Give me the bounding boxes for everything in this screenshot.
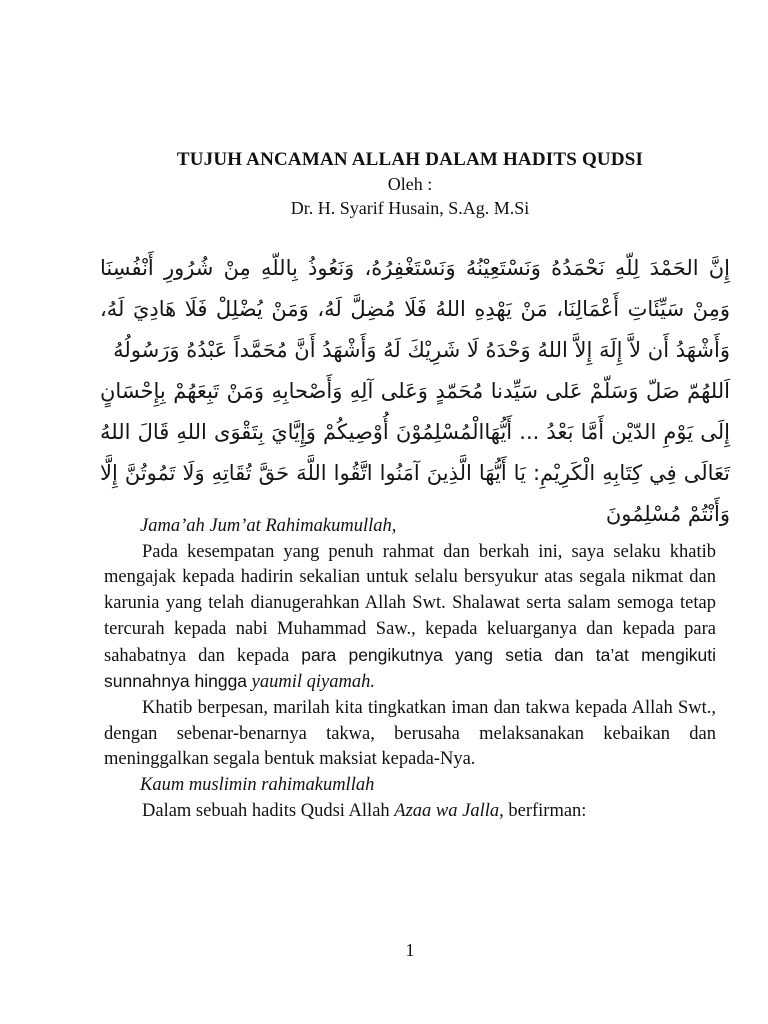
arabic-paragraph-1: إِنَّ الحَمْدَ لِلّهِ نَحْمَدُهُ وَنَسْتَعِيْنُهُ وَنَسْتَغْفِرُهُ، وَنَعُوذُ بِاللّهِ مِنْ شُرُورِ أَنْفُسِنَا وَمِنْ سَيِّئَاتِ أَعْمَالِنَا، مَنْ يَهْدِهِ اللهُ فَلَا مُضِلَّ لَهُ، وَمَنْ يُضْلِلْ فَلَا هَادِيَ لَهُ، وَأَشْهَدُ أَن لاَّ إِلَهَ إِلاَّ اللهُ وَحْدَهُ لَا شَرِيْكَ لَهُ وَأَشْهَدُ أَنَّ مُحَمَّداً عَبْدُهُ وَرَسُولُهُ: [100, 256, 730, 362]
paragraph-3-end: berfirman:: [508, 800, 587, 821]
paragraph-1: [104, 540, 716, 696]
author-name: Dr. H. Syarif Husain, S.Ag. M.Si: [290, 198, 530, 218]
address-line: Kaum muslimin rahimakumllah: [140, 775, 375, 796]
title-block: [0, 148, 768, 220]
arabic-opening-text: [100, 248, 730, 535]
document-title: TUJUH ANCAMAN ALLAH DALAM HADITS QUDSI: [176, 149, 644, 170]
greeting-line: Jama’ah Jum’at Rahimakumullah,: [140, 516, 397, 536]
byline-label: Oleh :: [387, 174, 433, 194]
paragraph-1-italic-text: yaumil qiyamah.: [251, 672, 375, 693]
paragraph-1-text: Pada kesempatan yang penuh rahmat dan berkah ini, saya selaku khatib mengajak kepada hadirin sekalian untuk selalu bersyukur atas segala nikmat dan karunia yang telah dianugerahkan Allah Swt. Shalawat serta salam semoga tetap tercurah kepada nabi Muhammad Saw., kepada keluarganya dan kepada para sahabatnya dan kepada: [104, 541, 716, 666]
paragraph-3-start: Dalam sebuah hadits Qudsi Allah: [142, 800, 390, 821]
page-number: 1: [405, 940, 415, 960]
arabic-paragraph-2: اَللهُمّ صَلّ وَسَلّمْ عَلى سَيِّدنا مُحَمّدٍ وَعَلى آلِهِ وَأَصْحابِهِ وَمَنْ تَبِعَهُمْ بِإِحْسَانٍ إِلَى يَوْمِ الدّيْن أَمَّا بَعْدُ ... أَيُّهَاالْمُسْلِمُوْنَ أُوْصِيكُمْ وَإِيَّايَ بِتَقْوَى اللهِ قَالَ اللهُ تَعَالَى فِي كِتَابِهِ الْكَرِيْمِ: يَا أَيُّهَا الَّذِينَ آمَنُوا اتَّقُوا اللَّهَ حَقَّ تُقَاتِهِ وَلَا تَمُوتُنَّ إِلَّا وَأَنْتُمْ مُسْلِمُونَ: [100, 379, 730, 526]
paragraph-2: Khatib berpesan, marilah kita tingkatkan iman dan takwa kepada Allah Swt., dengan sebenar-benarnya takwa, berusaha melaksanakan kebaikan dan meninggalkan segala bentuk maksiat kepada-Nya.: [104, 697, 716, 770]
sermon-body: [104, 514, 716, 824]
paragraph-1-followers-text: para pengikutnya yang setia dan ta’at mengikuti sunnahnya hingga: [104, 644, 716, 692]
paragraph-3: [104, 799, 716, 825]
paragraph-3-italic: Azaa wa Jalla,: [394, 800, 504, 821]
